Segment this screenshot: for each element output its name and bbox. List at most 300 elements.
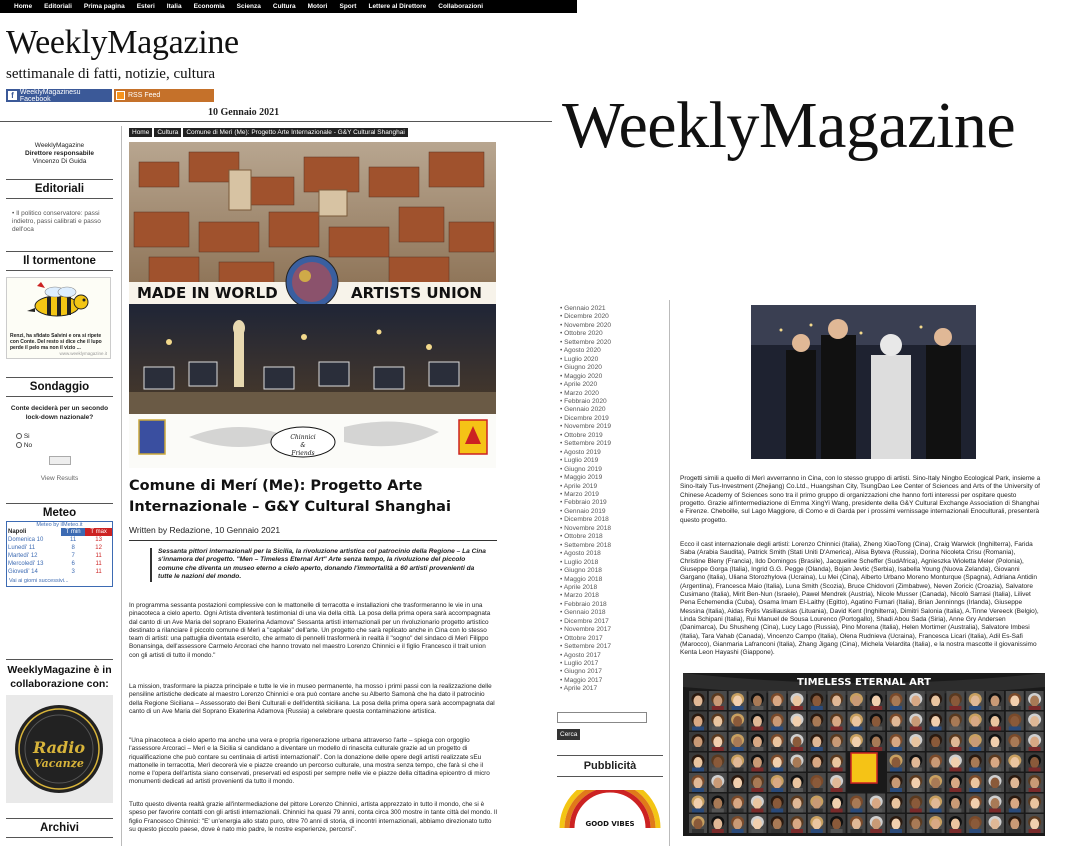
artist-portrait	[768, 814, 786, 833]
collab-widget	[6, 656, 113, 803]
artist-portrait	[768, 712, 786, 731]
tormentone-caption: Renzi, ha sfidato Salvini e ora si ripete con Conte. Del resto si dice che il lupo perde il pelo ma non il vizio ...	[10, 333, 102, 351]
site-logo-large[interactable]: WeeklyMagazine	[562, 89, 1016, 162]
rss-link[interactable]	[114, 89, 214, 102]
archive-item[interactable]: • Gennaio 2019	[560, 508, 670, 516]
archive-item[interactable]: • Ottobre 2017	[560, 635, 670, 643]
radio-icon[interactable]	[16, 442, 22, 448]
director-box	[6, 142, 113, 166]
svg-text:&: &	[300, 442, 306, 449]
director-name: Vincenzo Di Guida	[32, 158, 87, 165]
tormentone-image[interactable]	[6, 277, 111, 359]
artist-portrait	[1026, 773, 1044, 792]
meteo-min: 7	[71, 553, 75, 559]
artist-portrait	[788, 712, 806, 731]
meteo-day: Domenica 10	[8, 537, 44, 543]
header-divider	[0, 121, 552, 122]
divider	[557, 776, 663, 777]
archive-item[interactable]: • Luglio 2020	[560, 356, 670, 364]
artist-portrait	[946, 691, 964, 710]
artist-portrait	[966, 691, 984, 710]
artist-portrait	[1026, 753, 1044, 772]
meteo-row	[7, 560, 112, 568]
artist-portrait	[788, 753, 806, 772]
artist-portrait	[729, 794, 747, 813]
archivi-title: Archivi	[40, 822, 79, 834]
artist-portrait	[709, 753, 727, 772]
artist-portrait	[927, 732, 945, 751]
tormentone-widget	[6, 248, 113, 359]
artist-portrait	[966, 794, 984, 813]
artist-portrait	[768, 773, 786, 792]
artist-portrait	[788, 794, 806, 813]
meteo-max: 13	[95, 537, 102, 543]
artist-portrait	[1006, 691, 1024, 710]
artist-portrait	[1006, 732, 1024, 751]
svg-text:Chinnici: Chinnici	[290, 434, 316, 441]
archive-item[interactable]: • Novembre 2017	[560, 626, 670, 634]
archive-item[interactable]: • Novembre 2020	[560, 322, 670, 330]
archive-item[interactable]: • Agosto 2017	[560, 652, 670, 660]
meteo-day: Martedi' 12	[8, 553, 38, 559]
archive-item[interactable]: • Giugno 2020	[560, 364, 670, 372]
poll-option-label: No	[23, 442, 33, 449]
artist-portrait	[966, 732, 984, 751]
archive-item[interactable]: • Ottobre 2020	[560, 330, 670, 338]
artist-portrait	[768, 753, 786, 772]
meteo-row	[7, 552, 112, 560]
artist-portrait	[748, 773, 766, 792]
article-title: Comune di Merí (Me): Progetto Arte Internazionale – G&Y Cultural Shanghai	[129, 478, 451, 515]
artist-portrait	[768, 794, 786, 813]
archive-item[interactable]: • Ottobre 2019	[560, 432, 670, 440]
nav-item-8[interactable]: Motori	[307, 3, 328, 10]
meteo-widget	[6, 500, 113, 587]
article-paragraph-4: Tutto questo diventa realtà grazie all'intermediazione del pittore Lorenzo Chinnici, artista apprezzato in tutto il mondo, che si è speso per favorire contatti con gli artisti internazionali. Chinnici ha quasi 79 anni, conta circa 300 mostre in tante città del mondo. Il figlio Francesco Chinnici: "E' un'energia allo stato puro, oltre 70 anni di storia, di incontri internazionali, abbiamo direzionato tutto su questo piccolo paese, dove è nato mio padre, le nostre esperienze, percorsi".	[129, 801, 498, 833]
artist-portrait	[867, 814, 885, 833]
archive-item[interactable]: • Giugno 2017	[560, 668, 670, 676]
archive-item[interactable]: • Novembre 2019	[560, 423, 670, 431]
artist-portrait	[828, 732, 846, 751]
artist-portrait	[986, 712, 1004, 731]
artist-portrait	[966, 773, 984, 792]
artist-portrait	[1026, 691, 1044, 710]
radio-logo-icon	[6, 695, 113, 803]
archive-item[interactable]: • Dicembre 2020	[560, 313, 670, 321]
artist-portrait	[808, 732, 826, 751]
artist-portrait	[887, 691, 905, 710]
archive-item[interactable]: • Giugno 2019	[560, 466, 670, 474]
artist-portrait	[946, 732, 964, 751]
facebook-link[interactable]	[6, 89, 112, 102]
archive-item[interactable]: • Settembre 2020	[560, 339, 670, 347]
divider	[6, 659, 113, 660]
meteo-min: 8	[71, 545, 75, 551]
archive-item[interactable]: • Agosto 2018	[560, 550, 670, 558]
divider	[6, 503, 113, 504]
archive-item[interactable]: • Settembre 2017	[560, 643, 670, 651]
article-lead: Sessanta pittori internazionali per la Sicilia, la rivoluzione artistica col patrocinio della Regione – La Cina s'innamora del progetto. "Men – Timeless Eternal Art" Arte senza tempo, la rivoluzione del piccolo comune che diventa un museo eterno a cielo aperto, donando l'immortalità a 60 artisti provenienti da tutte le nazioni del mondo.	[150, 548, 490, 582]
artist-portrait	[867, 732, 885, 751]
artist-portrait	[788, 773, 806, 792]
archive-item[interactable]: • Agosto 2020	[560, 347, 670, 355]
artist-portrait	[966, 753, 984, 772]
artist-portrait	[887, 753, 905, 772]
artist-portrait	[689, 814, 707, 833]
artists-portrait-grid	[683, 673, 1045, 836]
advertisement-banner[interactable]	[557, 790, 663, 830]
column-divider	[121, 126, 122, 846]
archive-item[interactable]: • Febbraio 2019	[560, 499, 670, 507]
artist-portrait	[907, 712, 925, 731]
artist-portrait	[887, 712, 905, 731]
artist-portrait	[927, 712, 945, 731]
archive-item[interactable]: • Luglio 2019	[560, 457, 670, 465]
facebook-label: WeeklyMagazinesu Facebook	[19, 88, 81, 103]
top-navigation-bar	[0, 0, 577, 13]
poll-title: Sondaggio	[29, 381, 90, 393]
artist-portrait	[709, 814, 727, 833]
meteo-table	[7, 528, 112, 576]
artist-portrait	[907, 753, 925, 772]
artist-portrait	[748, 712, 766, 731]
artist-portrait	[689, 691, 707, 710]
artist-portrait	[847, 732, 865, 751]
artist-portrait	[689, 794, 707, 813]
artist-portrait	[1006, 753, 1024, 772]
article-paragraph-1: In programma sessanta postazioni complessive con le mattonelle di terracotta e installazioni che trasformeranno le vie in una pinacoteca a cielo aperto. Ogni Artista diventerà testimonial di una via della città. La posa della prima opera sarà accompagnata dal canto di un Ave Maria del soprano Ekaterina Adamova" Sessanta artisti internazionali per un rivoluzionario progetto artistico destinato a rilanciare il piccolo comune di Merì a "capitale" dell'arte. Un progetto che sarà replicato anche in Cina con lo stesso team di artisti: una pattuglia diventata esercito, che armato di pennelli trasformerà in realtà il "sogno" del sindaco di Merì Filippo Bonansinga, dell'assessore Carmelo Arcoraci che hanno trovato nel maestro Lorenzo Chinnici e il figlio Francesco il trait union con gli artisti di tutto il mondo."	[129, 602, 491, 659]
artist-portrait	[768, 732, 786, 751]
archive-item[interactable]: • Gennaio 2020	[560, 406, 670, 414]
archive-item[interactable]: • Aprile 2018	[560, 584, 670, 592]
artist-portrait	[907, 794, 925, 813]
poll-option-no[interactable]	[16, 441, 113, 450]
artist-portrait	[709, 691, 727, 710]
radio-logo-text: Radio	[33, 738, 85, 757]
artist-portrait	[847, 691, 865, 710]
artist-portrait	[966, 712, 984, 731]
artist-portrait	[907, 814, 925, 833]
artist-portrait	[748, 691, 766, 710]
editoriali-title: Editoriali	[34, 183, 85, 195]
artist-portrait	[927, 814, 945, 833]
artist-portrait	[867, 794, 885, 813]
divider	[6, 251, 113, 252]
editoriali-widget	[6, 176, 113, 234]
artist-portrait	[847, 712, 865, 731]
archive-item[interactable]: • Marzo 2020	[560, 390, 670, 398]
artist-portrait	[887, 794, 905, 813]
artist-portrait	[808, 814, 826, 833]
timeless-title: TIMELESS ETERNAL ART	[797, 677, 931, 688]
artist-portrait	[689, 753, 707, 772]
nav-item-10[interactable]: Lettere al Direttore	[368, 3, 427, 10]
artist-portrait	[867, 712, 885, 731]
archive-item[interactable]: • Aprile 2019	[560, 483, 670, 491]
divider	[6, 837, 113, 838]
radio-icon[interactable]	[16, 433, 22, 439]
nav-item-1[interactable]: Editoriali	[44, 3, 72, 10]
meteo-more-link[interactable]: Vai ai giorni successivi...	[9, 578, 69, 584]
artist-portrait	[986, 814, 1004, 833]
artist-portrait	[927, 753, 945, 772]
nav-item-3[interactable]: Esteri	[136, 3, 155, 10]
nav-item-11[interactable]: Collaborazioni	[438, 3, 484, 10]
artist-portrait	[986, 691, 1004, 710]
meteo-day: Giovedi' 14	[8, 569, 38, 575]
archive-item[interactable]: • Ottobre 2018	[560, 533, 670, 541]
poll-options	[16, 432, 113, 450]
artist-portrait	[927, 691, 945, 710]
artist-portrait	[946, 753, 964, 772]
artist-portrait	[1006, 814, 1024, 833]
artist-portrait	[729, 712, 747, 731]
artist-portrait	[1006, 712, 1024, 731]
archive-item[interactable]: • Febbraio 2018	[560, 601, 670, 609]
meteo-max: 11	[95, 569, 102, 575]
tormentone-site: www.weeklymagazine.it	[59, 351, 107, 356]
pubblicita-title: Pubblicità	[583, 760, 637, 772]
search-input[interactable]	[557, 712, 647, 723]
archive-item[interactable]: • Aprile 2017	[560, 685, 670, 693]
artist-portrait	[788, 814, 806, 833]
artist-portrait	[986, 773, 1004, 792]
artist-portrait	[946, 712, 964, 731]
site-tagline: settimanale di fatti, notizie, cultura	[6, 66, 216, 82]
artist-portrait	[729, 773, 747, 792]
meteo-table-box	[6, 521, 113, 587]
poll-option-si[interactable]	[16, 432, 113, 441]
tormentone-title: Il tormentone	[23, 255, 96, 267]
nav-item-4[interactable]: Italia	[166, 3, 182, 10]
artist-portrait	[729, 814, 747, 833]
artist-portrait	[689, 773, 707, 792]
meteo-max: 12	[95, 545, 102, 551]
rss-label: RSS Feed	[128, 92, 161, 99]
artist-portrait	[748, 753, 766, 772]
archive-item[interactable]: • Aprile 2020	[560, 381, 670, 389]
collab-title: WeeklyMagazine è in collaborazione con:	[7, 664, 112, 690]
artist-portrait	[808, 773, 826, 792]
artist-portrait	[689, 712, 707, 731]
artist-portrait	[847, 814, 865, 833]
archive-item[interactable]: • Gennaio 2018	[560, 609, 670, 617]
article-paragraph-3: "Una pinacoteca a cielo aperto ma anche una vera e propria rigenerazione urbana attraverso l'arte – spiega con orgoglio l'assessore Arcoraci – Merì e la Sicilia si candidano a diventare un modello di rinascita culturale grazie ad un progetto di riqualificazione che può contare su centinaia di artisti internazionali". Con la donazione delle opere degli artisti realizzate sEu mattonelle in terracotta, Merì decorerà vie e piazze creando un percorso culturale, una mostra senza tempo, che farà sì che il nome e l'opera dell'artista siano conservati, preservati ed esposti per sempre nelle vie e piazze della cittadina epicentro di micro monumenti dedicati ad artisti provenienti da tutto il mondo.	[129, 737, 490, 786]
divider	[6, 179, 113, 180]
artist-portrait	[1026, 732, 1044, 751]
artist-portrait	[709, 794, 727, 813]
artist-portrait	[927, 773, 945, 792]
archive-item[interactable]: • Luglio 2018	[560, 559, 670, 567]
archive-item[interactable]: • Marzo 2018	[560, 592, 670, 600]
artist-portrait	[748, 814, 766, 833]
divider	[6, 818, 113, 819]
archive-item[interactable]: • Maggio 2018	[560, 576, 670, 584]
artist-portrait	[808, 691, 826, 710]
artist-portrait	[828, 691, 846, 710]
radio-vacanze-logo[interactable]	[6, 695, 113, 803]
artist-portrait	[1006, 773, 1024, 792]
editoriali-item[interactable]: • Il politico conservatore: passi indietro, passi calibrati e passo dell'oca	[12, 210, 101, 233]
artist-portrait	[729, 691, 747, 710]
meteo-day: Mercoledi' 13	[8, 561, 44, 567]
archive-item[interactable]: • Novembre 2018	[560, 525, 670, 533]
site-logo[interactable]: WeeklyMagazine	[6, 24, 239, 61]
artist-portrait	[887, 732, 905, 751]
poll-question: Conte deciderà per un secondo lock-down nazionale?	[10, 405, 109, 421]
artist-portrait	[748, 794, 766, 813]
article-paragraph-2: La mission, trasformare la piazza principale e tutte le vie in museo permanente, ha mosso i primi passi con la realizzazione delle pensiline artistiche dedicate al maestro Lorenzo Chinnici e ora può contare anche su Alberto Samonà che ha dato il patrocinio della Regione Siciliana – Assessorato dei Beni Culturali e dell'identità siciliana. La posa della prima opera sarà accompagnata dal canto di un Ave Maria del Soprano Ekaterina Adamova (Russia) a celebrare questa contaminazione artistica.	[129, 683, 495, 715]
article-hero-image	[129, 142, 496, 468]
archive-item[interactable]: • Dicembre 2019	[560, 415, 670, 423]
search-button[interactable]: Cerca	[557, 729, 580, 740]
archive-item[interactable]: • Marzo 2019	[560, 491, 670, 499]
artist-portrait	[887, 773, 905, 792]
artist-portrait	[729, 753, 747, 772]
artist-portrait	[788, 691, 806, 710]
archive-item[interactable]: • Giugno 2018	[560, 567, 670, 575]
meteo-min: 11	[69, 537, 77, 543]
meteo-day: Lunedi' 11	[8, 545, 36, 551]
nav-item-0[interactable]: Home	[14, 3, 33, 10]
facebook-icon: f	[8, 91, 17, 100]
artist-portrait	[946, 814, 964, 833]
artist-portrait	[808, 753, 826, 772]
artist-portrait	[1026, 794, 1044, 813]
artist-portrait	[946, 794, 964, 813]
divider	[6, 396, 113, 397]
divider	[557, 755, 663, 756]
meteo-max-header: T max	[85, 528, 112, 536]
artist-portrait	[788, 732, 806, 751]
editoriali-item-label: Il politico conservatore: passi indietro, passi calibrati e passo dell'oca	[12, 210, 101, 233]
archive-list	[560, 305, 670, 694]
meteo-row	[7, 536, 112, 544]
wasp-cartoon-icon	[7, 278, 110, 328]
meteo-credit[interactable]: Meteo by ilMeteo.it	[36, 522, 83, 528]
divider	[6, 198, 113, 199]
artist-portrait	[966, 814, 984, 833]
poll-option-label: Si	[23, 433, 30, 440]
artist-portrait	[709, 712, 727, 731]
artist-portrait	[729, 732, 747, 751]
archive-item[interactable]: • Maggio 2020	[560, 373, 670, 381]
hero-banner-right: ARTISTS UNION	[351, 284, 482, 302]
meteo-row	[7, 568, 112, 576]
artist-portrait	[808, 794, 826, 813]
artist-portrait	[689, 732, 707, 751]
breadcrumb-cultura[interactable]: Cultura	[154, 128, 181, 137]
meteo-max: 11	[95, 561, 102, 567]
artist-portrait	[927, 794, 945, 813]
archive-item[interactable]: • Luglio 2017	[560, 660, 670, 668]
radio-logo-subtext: Vacanze	[34, 757, 84, 770]
artist-portrait	[867, 691, 885, 710]
nav-item-2[interactable]: Prima pagina	[83, 3, 125, 10]
divider	[6, 270, 113, 271]
artist-portrait	[828, 753, 846, 772]
artist-portrait	[828, 712, 846, 731]
artist-portrait	[986, 794, 1004, 813]
artist-portrait	[946, 773, 964, 792]
view-results-link[interactable]: View Results	[40, 475, 79, 482]
artist-portrait	[808, 712, 826, 731]
nav-item-5[interactable]: Economia	[193, 3, 225, 10]
archive-item[interactable]: • Maggio 2017	[560, 677, 670, 685]
archive-item[interactable]: • Maggio 2019	[560, 474, 670, 482]
svg-text:Friends: Friends	[291, 450, 315, 457]
artist-portrait	[709, 732, 727, 751]
breadcrumb-current: Comune di Merì (Me): Progetto Arte Internazionale - G&Y Cultural Shanghai	[183, 128, 407, 137]
archive-item[interactable]: • Dicembre 2018	[560, 516, 670, 524]
right-paragraph-1: Progetti simili a quello di Merì avverranno in Cina, con lo stesso gruppo di artisti. Sino-Italy Ningbo Ecological Park, insieme a Sino-Italy Tus-Investment (Zhejiang) Co.Ltd., Huangshan City, TsungDao Lee Center of Sciences and Arts of the University of Chinese Academy of Sciences sono tra il primo gruppo di organizzazioni che hanno forti interessi per ospitare questo progetto. Grazie all'intermediazione di Emma XingYi Wang, presidente della G&Y Cultural Exchange Association di Shanghai e Firenze. Cheboille, sul Lago Maggiore, di Como e di Garda per i prossimi vernissage internazionali Enoculturali, presenterà questo progetto.	[680, 475, 1041, 524]
archive-item[interactable]: • Agosto 2019	[560, 449, 670, 457]
meteo-row	[7, 544, 112, 552]
artist-portrait	[748, 732, 766, 751]
nav-item-7[interactable]: Cultura	[272, 3, 296, 10]
coat-of-arms-icon	[139, 420, 165, 454]
artist-portrait	[828, 814, 846, 833]
meteo-max: 11	[95, 553, 102, 559]
archivi-widget	[6, 815, 113, 841]
artist-portrait	[847, 794, 865, 813]
artist-portrait	[986, 732, 1004, 751]
column-divider	[669, 300, 670, 846]
artist-portrait	[907, 732, 925, 751]
artist-portrait	[986, 753, 1004, 772]
artist-portrait	[768, 691, 786, 710]
artist-portrait	[907, 773, 925, 792]
director-label: Direttore responsabile	[25, 150, 94, 157]
breadcrumb-home[interactable]: Home	[129, 128, 152, 137]
rss-icon	[116, 91, 125, 100]
sicily-crest-icon	[851, 753, 877, 783]
hero-banner-left: MADE IN WORLD	[137, 284, 278, 302]
archive-item[interactable]: • Settembre 2018	[560, 542, 670, 550]
artist-portrait	[709, 773, 727, 792]
archive-item[interactable]: • Gennaio 2021	[560, 305, 670, 313]
hero-illustration	[129, 142, 496, 468]
director-site-name: WeeklyMagazine	[34, 142, 85, 149]
divider	[6, 377, 113, 378]
nav-item-9[interactable]: Sport	[339, 3, 357, 10]
nav-item-6[interactable]: Scienza	[236, 3, 261, 10]
archive-item[interactable]: • Settembre 2019	[560, 440, 670, 448]
meteo-title: Meteo	[42, 507, 77, 519]
archive-item[interactable]: • Febbraio 2020	[560, 398, 670, 406]
article-byline: Written by Redazione, 10 Gennaio 2021	[129, 525, 281, 535]
current-date: 10 Gennaio 2021	[208, 107, 280, 118]
meteo-city: Napoli	[8, 529, 27, 535]
poll-widget	[6, 374, 113, 482]
archive-item[interactable]: • Dicembre 2017	[560, 618, 670, 626]
good-vibes-ad-icon	[557, 790, 663, 830]
artist-portrait	[828, 794, 846, 813]
meteo-min: 3	[71, 569, 75, 575]
meteo-min-header: T min	[61, 528, 85, 536]
artist-portrait	[1006, 794, 1024, 813]
meteo-min: 6	[71, 561, 75, 567]
breadcrumb	[129, 128, 408, 137]
artist-portrait	[828, 773, 846, 792]
artist-portrait	[907, 691, 925, 710]
ad-text: GOOD VIBES	[585, 820, 635, 828]
vote-button[interactable]	[49, 456, 71, 465]
event-photo-illustration	[751, 305, 976, 459]
byline-divider	[129, 540, 497, 541]
right-paragraph-2: Ecco il cast internazionale degli artisti: Lorenzo Chinnici (Italia), Zheng XiaoTong (Cina), Craig Warwick (Inghilterra), Farida Saba (Arabia Saudita), Patrick Smith (Stati Uniti D'America), Alisa Byteva (Russia), Dorina Nicoleta Crisu (Romania), Christine Bleny (Francia), Ildo Domingos (Brasile), Jacqueline Scheffer (SudAfrica), Agnieszka Wioletta Meler (Polonia), Giuseppe Gorga (Italia), Ingrid G.G. Pegge (Olanda), Bojan Jevtic (Serbia), Isabella Young (Nuova Zelanda), Giovanni Gargano (Italia), Uliana Storozhylova (Ucraina), Lu Mei (Cina), Alberto Urbano Moreno Monturque (Spagna), Adriana Antidin (Argentina), Francesca Maio (Italia), Luna Smith (Scozia), Bruce Chidovori (Zimbabwe), Neven Zoricic (Croazia), Salvatore Cusimano (Italia), Mirit Ben-Nun (Israele), Pawel Mendrek (Austria), Nicole Musser (Canada), Nicolò Sarrasi (Italia), Lilivet Pena Echemendia (Cuba), Osama Imam El-Laithy (Egitto), Agatino Fumari (Italia), Brian Jenninngs (Irlanda), Giuseppe Messina (Italia), Aidas Rytis Vasiliauskas (Lituania), David Kent (Inghilterra), Dimitri Salonia (Italia), A.Tinne Vereeck (Belgio), Linda Schipani (Italia), Rui Manuel de Sousa Lourenco (Portogallo), Shadi Abou Sada (Siria), Anne Gry Andersen (Danimarca), Du Shusheng (Cina), Lucy Lago (Russia), Pino Morena (Italia), Helen Mortimer (Australia), Salvatore Imbesi (Italia), Tara Vahab (Canada), Vincenzo Campo (Italia), Olena Rudnieva (Ucraina), Francesca Licari (Italia), Adil Es-Safi (Marocco), Gianmaria Lafranconi (Italia), Zhang Jigang (Cina), Michela Velardita (Italia), e la nostra mascotte il giovanissimo Kenta Leon Hayashi (Giappone).	[680, 541, 1039, 657]
artist-portrait	[1026, 814, 1044, 833]
